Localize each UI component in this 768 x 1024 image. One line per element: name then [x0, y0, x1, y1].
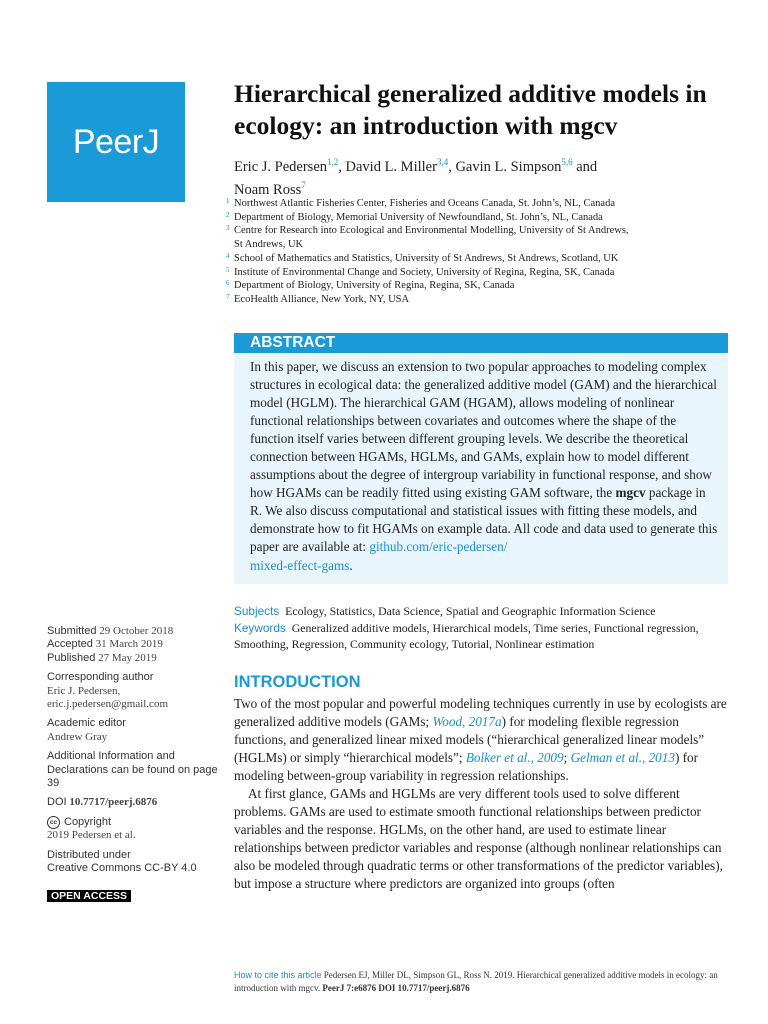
abstract-text-part: . [349, 557, 353, 573]
author-name: Eric J. Pedersen [234, 158, 328, 175]
citation-link[interactable]: Wood, 2017a [432, 714, 502, 730]
affiliation-number: 2 [226, 210, 230, 219]
abstract-text [250, 358, 718, 575]
cite-label: How to cite this article [234, 970, 322, 980]
doi-label: DOI [47, 796, 67, 809]
citation-link[interactable]: Bolker et al., 2009 [465, 750, 564, 766]
affiliation-item [226, 266, 676, 280]
editor-name: Andrew Gray [47, 730, 108, 743]
affiliation-number: 3 [226, 224, 230, 233]
cite-journal: PeerJ 7:e6876 DOI 10.7717/peerj.6876 [322, 983, 470, 993]
affiliation-item [226, 224, 676, 238]
abstract-text-part: In this paper, we discuss an extension to two popular approaches to modeling complex structures in ecological data: the generalized additive model (GAM) and the hierarchical model (HGLM). The hierarchical GAM (HGAM), allows modeling of nonlinear functional relationships between covariates and outcomes where the shape of the function itself varies between different grouping levels. We describe the theoretical connection between HGAMs, HGLMs, and GAMs, explain how to model different assumptions about the degree of intergroup variability in functional response, and show how HGAMs can be readily fitted using existing GAM software, the [250, 359, 717, 501]
affiliation-text: EcoHealth Alliance, New York, NY, USA [234, 293, 410, 305]
published-date: 27 May 2019 [98, 651, 157, 664]
affiliation-continuation: St Andrews, UK [234, 239, 304, 251]
subjects-text: Ecology, Statistics, Data Science, Spatial and Geographic Information Science [285, 604, 656, 618]
copyright-text: 2019 Pedersen et al. [47, 829, 136, 842]
subjects-keywords [234, 603, 734, 653]
keywords-line [234, 620, 734, 653]
affiliation-text: Institute of Environmental Change and Society, University of Regina, Regina, SK, Canada [234, 266, 615, 278]
intro-text: ) for modeling flexible regression functions, and generalized linear mixed models (“hierarchical generalized linear models” (HGLMs) or simply “hierarchical models”; [234, 714, 705, 766]
citation-footer [234, 969, 734, 995]
affiliation-number: 4 [226, 251, 230, 260]
affiliation-item [226, 197, 676, 211]
subjects-line [234, 603, 734, 620]
license-block [47, 849, 222, 876]
doi-line [47, 796, 222, 809]
open-access-badge: OPEN ACCESS [47, 890, 131, 902]
repo-link[interactable]: github.com/eric-pedersen/ [369, 539, 508, 555]
author-affil-sup: 7 [301, 179, 306, 190]
affiliation-number: 5 [226, 265, 230, 274]
abstract-package-name: mgcv [615, 485, 646, 501]
submitted-label: Submitted [47, 625, 97, 637]
logo-text: PeerJ [72, 122, 160, 161]
peerj-logo [47, 82, 185, 202]
license-link[interactable]: Creative Commons CC-BY 4.0 [47, 862, 197, 875]
cite-text: Pedersen EJ, Miller DL, Simpson GL, Ross N. 2019. Hierarchical generalized additive models in ecology: an introduction with mgcv. [234, 970, 718, 993]
author-affil-sup: 1,2 [327, 157, 339, 167]
intro-text: ; [563, 750, 571, 766]
intro-text: ) for modeling between-group variability in regression relationships. [234, 750, 699, 784]
corresponding-author-label: Corresponding author [47, 671, 154, 684]
affiliation-number: 1 [226, 197, 230, 205]
paper-title: Hierarchical generalized additive models in ecology: an introduction with mgcv [234, 79, 707, 140]
affiliation-number: 6 [226, 279, 230, 288]
intro-paragraph-1 [234, 695, 732, 785]
author-name: David L. Miller [345, 158, 437, 175]
copyright-label: Copyright [64, 815, 112, 828]
author-affil-sup: 3,4 [436, 157, 449, 167]
affiliation-item [226, 252, 676, 266]
introduction-body [234, 695, 732, 894]
editor-label: Academic editor [47, 717, 126, 730]
intro-text: Two of the most popular and powerful modeling techniques currently in use by ecologists are generalized additive models (GAMs; [234, 696, 727, 730]
copyright-block [47, 816, 222, 843]
affiliation-text: Centre for Research into Ecological and Environmental Modelling, University of St Andrews, [234, 225, 629, 237]
corresponding-author-email[interactable]: eric.j.pedersen@gmail.com [47, 698, 168, 711]
affiliation-text: Northwest Atlantic Fisheries Center, Fisheries and Oceans Canada, St. John’s, NL, Canada [234, 198, 616, 209]
accepted-date: 31 March 2019 [95, 638, 163, 651]
corresponding-author-name: Eric J. Pedersen, [47, 684, 121, 697]
affiliations [226, 197, 676, 307]
affiliation-item [226, 211, 676, 225]
corresponding-author-block [47, 671, 222, 711]
author-name: Gavin L. Simpson [455, 158, 562, 175]
copyright-row [47, 816, 222, 829]
affiliation-item [226, 279, 676, 293]
additional-info-link[interactable]: Additional Information and Declarations can be found on page 39 [47, 750, 218, 790]
submitted-date: 29 October 2018 [99, 625, 174, 637]
affiliation-text: Department of Biology, University of Regina, Regina, SK, Canada [234, 280, 515, 292]
accepted-label: Accepted [47, 638, 93, 651]
doi-value[interactable]: 10.7717/peerj.6876 [69, 796, 158, 809]
abstract-heading: ABSTRACT [234, 333, 728, 353]
affiliation-text: Department of Biology, Memorial University of Newfoundland, St. John’s, NL, Canada [234, 211, 603, 223]
repo-link[interactable]: mixed-effect-gams [250, 557, 350, 573]
keywords-label: Keywords [234, 620, 286, 635]
distributed-label: Distributed under [47, 848, 131, 861]
keywords-text: Generalized additive models, Hierarchical models, Time series, Functional regression, Smoothing, Regression, Community ecology, Tutorial, Nonlinear estimation [234, 620, 699, 651]
intro-paragraph-2: At first glance, GAMs and HGLMs are very different tools used to solve different problems. GAMs are used to estimate smooth functional relationships between predictor variables and the response. HGLMs, on the other hand, are used to estimate linear relationships between predictor variables and response (although nonlinear relationships can also be modeled through quadratic terms or other transformations of the predictor variables), but impose a structure where predictors are organized into groups (often [234, 786, 723, 892]
affiliation-item [226, 293, 676, 307]
editor-block [47, 717, 222, 744]
affiliation-text: School of Mathematics and Statistics, University of St Andrews, St Andrews, Scotland, UK [234, 252, 619, 264]
creative-commons-icon: cc [47, 816, 60, 829]
introduction-heading: INTRODUCTION [234, 673, 361, 691]
author-list: Eric J. Pedersen$^{1,2}$, David L. Miller$^{3,4}$, Gavin L. Simpson$^{5,6}$ and Noam Ross$^7$ [234, 157, 598, 198]
affiliation-number: 7 [226, 292, 230, 301]
published-label: Published [47, 651, 96, 664]
abstract-text-part: package in R. We also discuss computational and statistical issues with fitting these models, and demonstrate how to fit HGAMs on example data. All code and data used to generate this paper are available at: [250, 485, 718, 555]
dates-block [47, 625, 222, 665]
author-name: Noam Ross [234, 181, 302, 198]
article-sidebar [47, 625, 222, 903]
citation-link[interactable]: Gelman et al., 2013 [570, 750, 675, 766]
subjects-label: Subjects [234, 604, 280, 618]
author-affil-sup: 5,6 [561, 157, 573, 167]
